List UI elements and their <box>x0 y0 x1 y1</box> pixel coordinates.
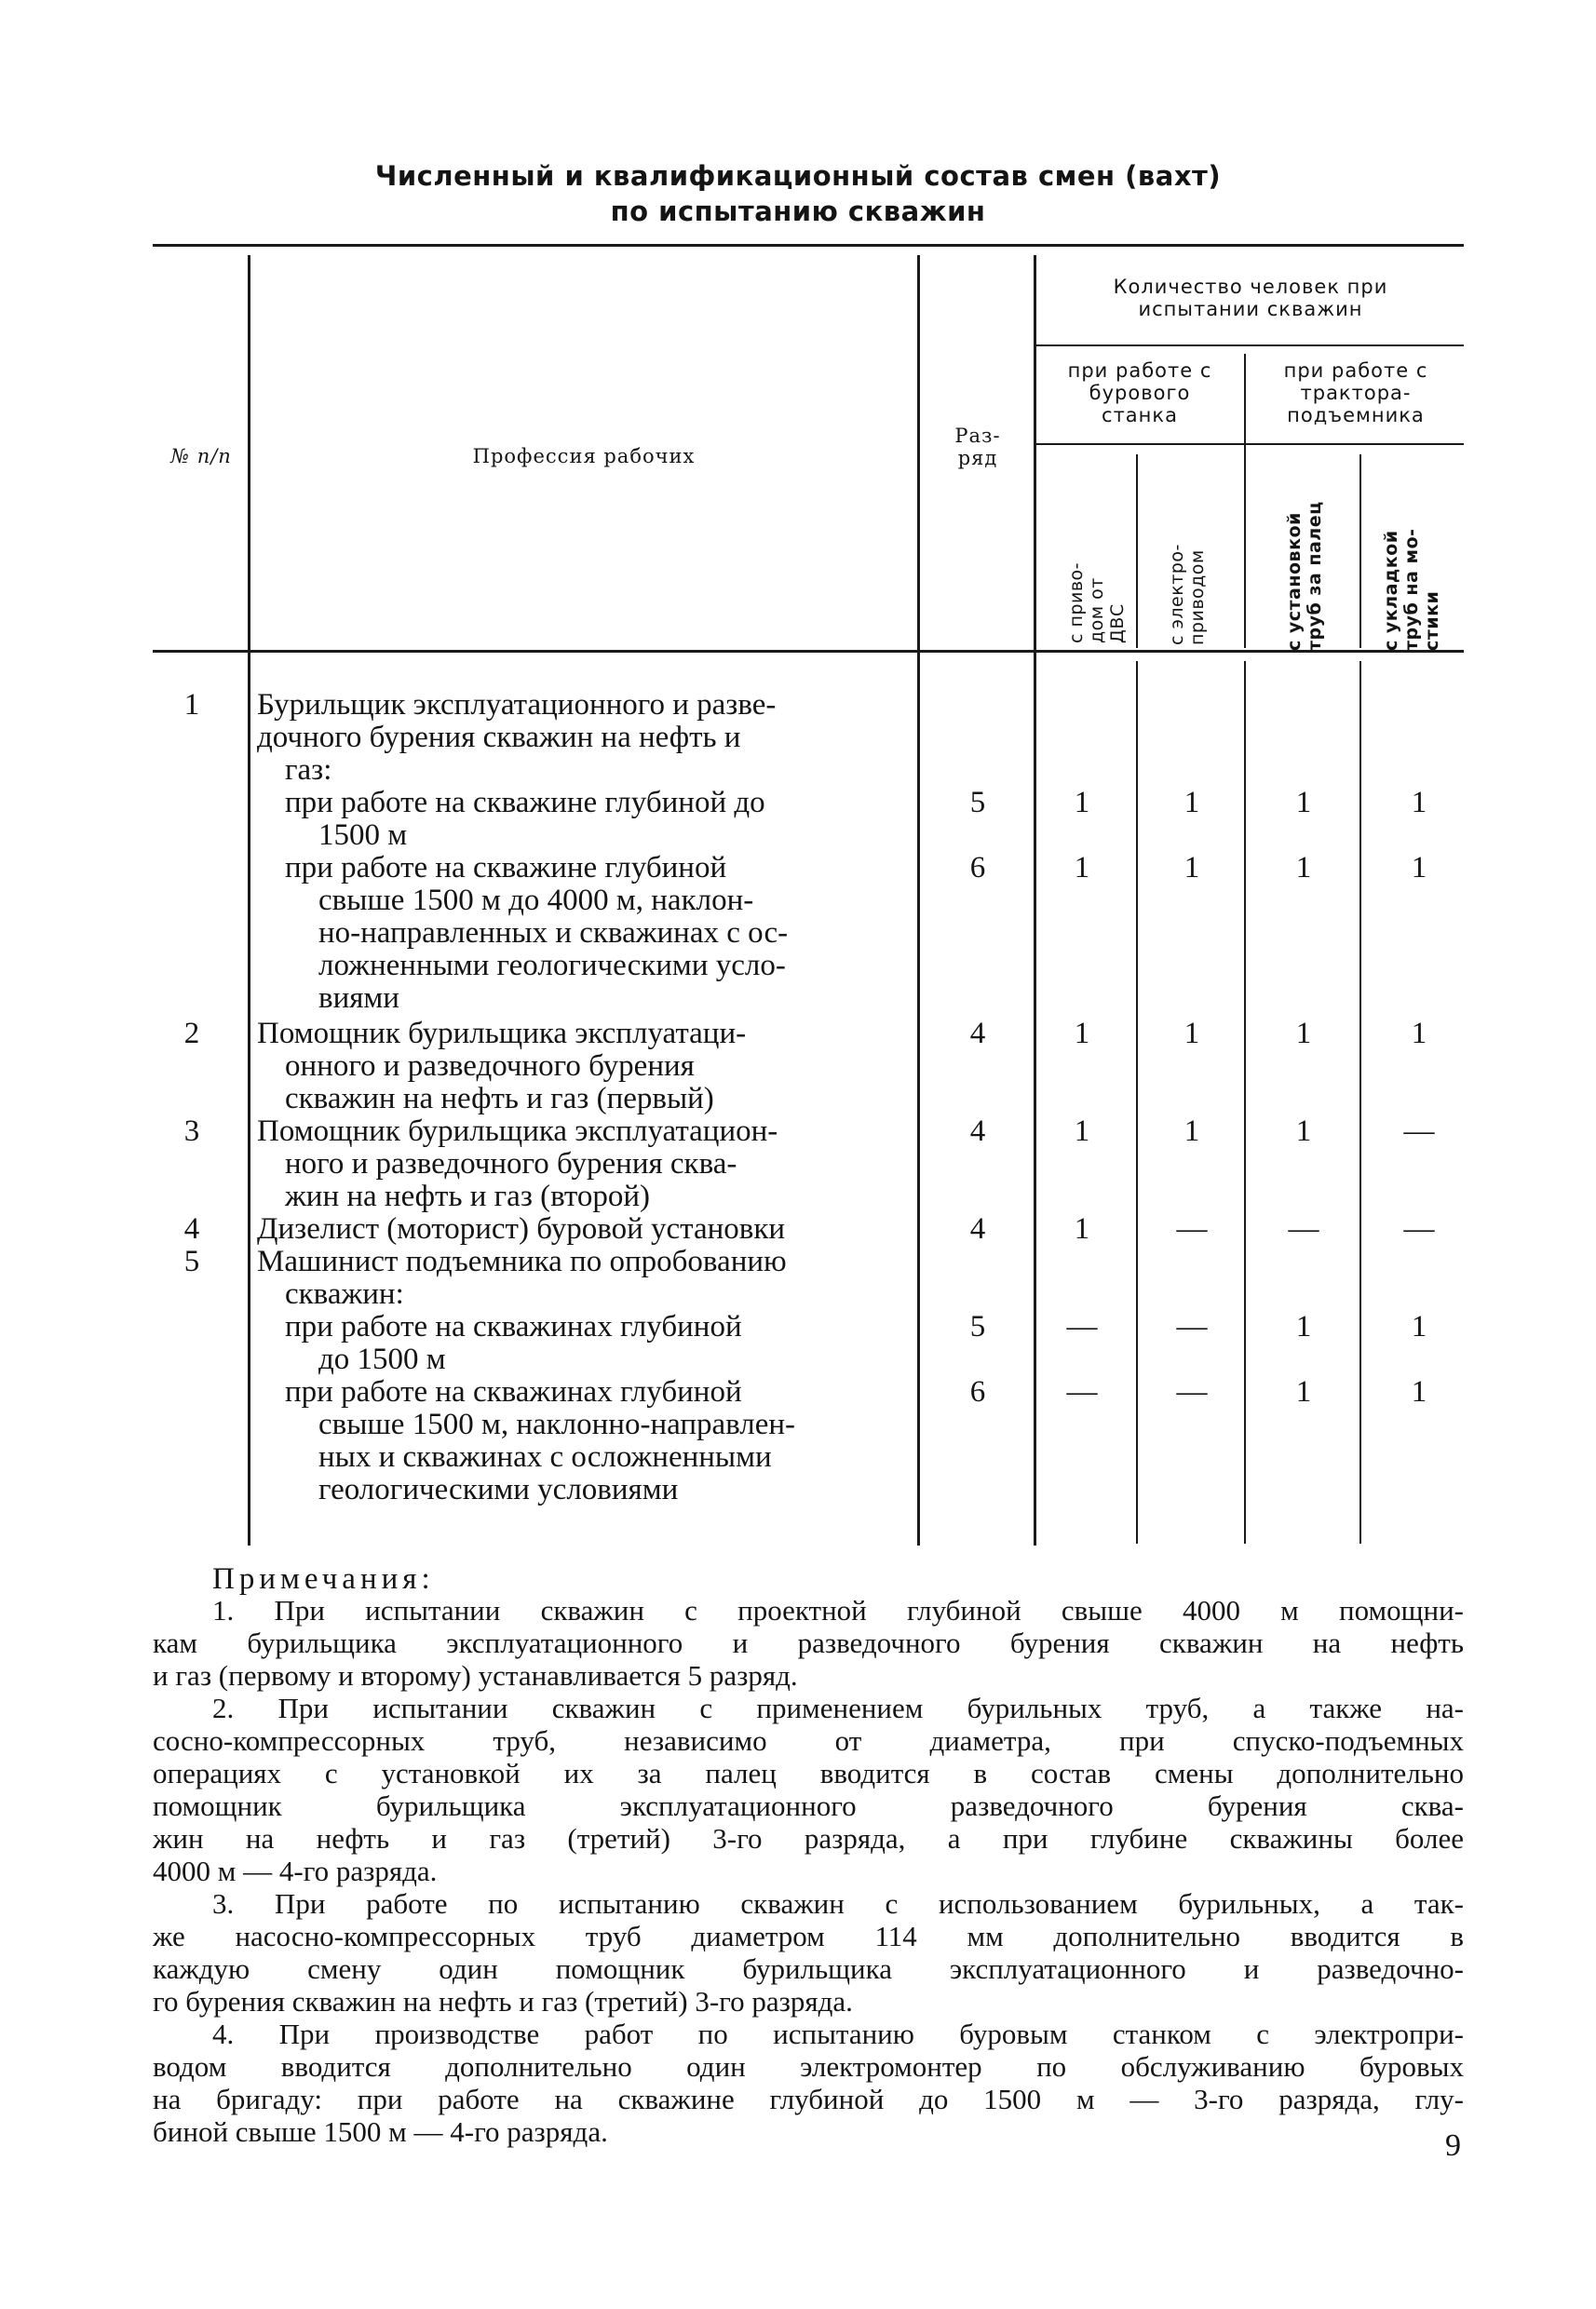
row-1b-line-1: при работе на скважине глубиной <box>285 851 727 884</box>
row-2-profession <box>257 1018 914 1115</box>
row-1b-laying: 1 <box>1411 851 1427 884</box>
count-group-rule <box>1035 344 1464 346</box>
note-1 <box>153 1594 1464 1692</box>
row-2-laying: 1 <box>1411 1017 1427 1050</box>
row-2-line-1: Помощник бурильщика эксплуатаци- <box>257 1017 747 1050</box>
col-rule-ice <box>1136 454 1138 648</box>
row-3-num: 3 <box>183 1114 200 1148</box>
note-3-line-1: 3. При работе по испытанию скважин с использованием бурильных, а так- <box>212 1887 1464 1920</box>
row-5a-rank: 5 <box>969 1310 986 1344</box>
row-3-rank: 4 <box>969 1114 986 1148</box>
row-4-laying: — <box>1403 1212 1435 1246</box>
row-1b-line-2: свыше 1500 м до 4000 м, наклон- <box>318 884 754 917</box>
row-1-num: 1 <box>183 688 200 722</box>
header-profession: Профессия рабочих <box>472 445 696 467</box>
row-4-rank: 4 <box>969 1212 986 1246</box>
note-3-line-4: го бурения скважин на нефть и газ (третий) 3-го разряда. <box>153 1985 853 2018</box>
subgroup-rule <box>1035 443 1464 445</box>
row-1b-line-5: виями <box>318 981 399 1015</box>
note-2-line-2: сосно-компрессорных труб, независимо от диаметра, при спуско-подъемных <box>153 1724 1464 1757</box>
row-4-line-1: Дизелист (моторист) буровой установки <box>257 1212 786 1246</box>
row-5a-profession <box>285 1311 914 1376</box>
col-rule-ice-body <box>1136 661 1138 1544</box>
row-5b-ice: — <box>1066 1375 1098 1409</box>
row-5-num: 5 <box>183 1245 200 1278</box>
col-rule-rank <box>1034 255 1036 1546</box>
note-2-line-4: помощник бурильщика эксплуатационного разведочного бурения сква- <box>153 1789 1464 1822</box>
row-2-line-3: скважин на нефть и газ (первый) <box>285 1082 714 1115</box>
row-3-profession <box>257 1115 914 1213</box>
header-ice-drive: с приво- дом от ДВС <box>1066 562 1128 643</box>
note-4-line-1: 4. При производстве работ по испытанию буровым станком с электропри- <box>212 2018 1464 2050</box>
title-line-2: по испытанию скважин <box>610 196 986 227</box>
header-rank: Раз- ряд <box>954 425 1001 469</box>
row-5b-laying: 1 <box>1411 1375 1427 1409</box>
note-4-line-2: водом вводится дополнительно один электромонтер по обслуживанию буровых <box>153 2050 1464 2083</box>
note-2-line-1: 2. При испытании скважин с применением бурильных труб, а также на- <box>212 1692 1464 1724</box>
row-4-electric: — <box>1176 1212 1208 1246</box>
row-2-setting: 1 <box>1295 1017 1312 1050</box>
row-1a-setting: 1 <box>1295 786 1312 819</box>
row-5a-laying: 1 <box>1411 1310 1427 1344</box>
header-electric-drive: с электро- приводом <box>1167 544 1208 645</box>
row-5b-rank: 6 <box>969 1375 986 1409</box>
note-4-line-3: на бригаду: при работе на скважине глубиной до 1500 м — 3-го разряда, глу- <box>153 2083 1464 2115</box>
row-4-num: 4 <box>183 1212 200 1246</box>
col-rule-profession <box>917 255 920 1546</box>
note-4-line-4: биной свыше 1500 м — 4-го разряда. <box>153 2115 608 2148</box>
row-5a-line-2: до 1500 м <box>318 1343 446 1376</box>
row-3-ice: 1 <box>1074 1114 1090 1148</box>
col-rule-drilling <box>1244 354 1246 648</box>
row-3-line-2: ного и разведочного бурения сква- <box>285 1147 737 1181</box>
header-bottom-rule <box>153 650 1464 653</box>
note-1-line-3: и газ (первому и второму) устанавливается 5 разряд. <box>153 1659 798 1692</box>
row-1-line-1: Бурильщик эксплуатационного и разве- <box>257 688 777 722</box>
row-4-profession <box>257 1213 914 1246</box>
table-top-rule <box>153 244 1464 247</box>
row-5a-electric: — <box>1176 1310 1208 1344</box>
row-4-ice: 1 <box>1074 1212 1090 1246</box>
row-1b-profession <box>285 852 914 1015</box>
row-3-line-1: Помощник бурильщика эксплуатацион- <box>257 1114 778 1148</box>
row-2-ice: 1 <box>1074 1017 1090 1050</box>
note-1-line-1: 1. При испытании скважин с проектной глубиной свыше 4000 м помощни- <box>212 1594 1464 1627</box>
note-3 <box>153 1887 1464 2018</box>
row-1b-line-3: но-направленных и скважинах с ос- <box>318 916 789 950</box>
row-1b-line-4: ложненными геологическими усло- <box>318 949 786 982</box>
row-5b-electric: — <box>1176 1375 1208 1409</box>
row-1a-electric: 1 <box>1183 786 1200 819</box>
row-3-laying: — <box>1403 1114 1435 1148</box>
note-3-line-3: каждую смену один помощник бурильщика эксплуатационного и разведочно- <box>153 1952 1464 1985</box>
row-1a-laying: 1 <box>1411 786 1427 819</box>
note-3-line-2: же насосно-компрессорных труб диаметром 114 мм дополнительно вводится в <box>153 1920 1464 1952</box>
row-5-line-1: Машинист подъемника по опробованию <box>257 1245 787 1278</box>
row-5b-line-4: геологическими условиями <box>318 1473 679 1506</box>
row-2-num: 2 <box>183 1017 200 1050</box>
row-1b-ice: 1 <box>1074 851 1090 884</box>
row-5a-ice: — <box>1066 1310 1098 1344</box>
row-5-line-2: скважин: <box>285 1277 404 1311</box>
row-1a-ice: 1 <box>1074 786 1090 819</box>
header-tractor-lift: при работе с трактора- подъемника <box>1283 359 1428 426</box>
col-rule-setting <box>1359 454 1361 648</box>
row-5b-line-2: свыше 1500 м, наклонно-направлен- <box>318 1408 796 1441</box>
page-number: 9 <box>1445 2128 1461 2163</box>
row-3-setting: 1 <box>1295 1114 1312 1148</box>
row-1-line-3: газ: <box>285 753 332 787</box>
row-5a-setting: 1 <box>1295 1310 1312 1344</box>
row-5a-line-1: при работе на скважинах глубиной <box>285 1310 742 1344</box>
row-2-line-2: онного и разведочного бурения <box>285 1049 695 1083</box>
row-5b-setting: 1 <box>1295 1375 1312 1409</box>
row-3-electric: 1 <box>1183 1114 1200 1148</box>
header-count-group: Количество человек при испытании скважин <box>1113 276 1388 320</box>
header-pipe-laying: с укладкой труб на мо- стики <box>1381 528 1442 651</box>
row-5b-line-3: ных и скважинах с осложненными <box>318 1440 772 1474</box>
row-1b-setting: 1 <box>1295 851 1312 884</box>
row-4-setting: — <box>1288 1212 1319 1246</box>
header-num: № п/п <box>170 445 232 467</box>
row-2-rank: 4 <box>969 1017 986 1050</box>
note-2 <box>153 1692 1464 1887</box>
row-1a-rank: 5 <box>969 786 986 819</box>
row-5-profession <box>257 1246 914 1311</box>
row-3-line-3: жин на нефть и газ (второй) <box>285 1180 651 1213</box>
note-1-line-2: кам бурильщика эксплуатационного и разведочного бурения скважин на нефть <box>153 1627 1464 1659</box>
note-2-line-3: операциях с установкой их за палец вводится в состав смены дополнительно <box>153 1757 1464 1789</box>
col-rule-num <box>248 255 250 1546</box>
row-2-electric: 1 <box>1183 1017 1200 1050</box>
header-pipe-setting: с установкой труб за палец <box>1284 501 1325 651</box>
row-5b-line-1: при работе на скважинах глубиной <box>285 1375 742 1409</box>
row-1a-line-2: 1500 м <box>318 818 408 852</box>
row-1b-rank: 6 <box>969 851 986 884</box>
row-5b-profession <box>285 1376 914 1506</box>
note-4 <box>153 2018 1464 2148</box>
row-1-profession <box>257 689 914 787</box>
row-1b-electric: 1 <box>1183 851 1200 884</box>
note-2-line-6: 4000 м — 4-го разряда. <box>153 1855 438 1887</box>
note-2-line-5: жин на нефть и газ (третий) 3-го разряда, а при глубине скважины более <box>153 1822 1464 1855</box>
notes-heading: Примечания: <box>212 1562 435 1596</box>
row-1a-profession <box>285 787 914 852</box>
row-1-line-2: дочного бурения скважин на нефть и <box>257 721 741 754</box>
title-line-1: Численный и квалификационный состав смен (вахт) <box>374 160 1222 192</box>
header-drilling-rig: при работе с бурового станка <box>1067 359 1212 426</box>
col-rule-setting-body <box>1359 661 1361 1544</box>
page-title <box>0 158 1596 229</box>
col-rule-drilling-body <box>1244 661 1246 1544</box>
row-1a-line-1: при работе на скважине глубиной до <box>285 786 765 819</box>
